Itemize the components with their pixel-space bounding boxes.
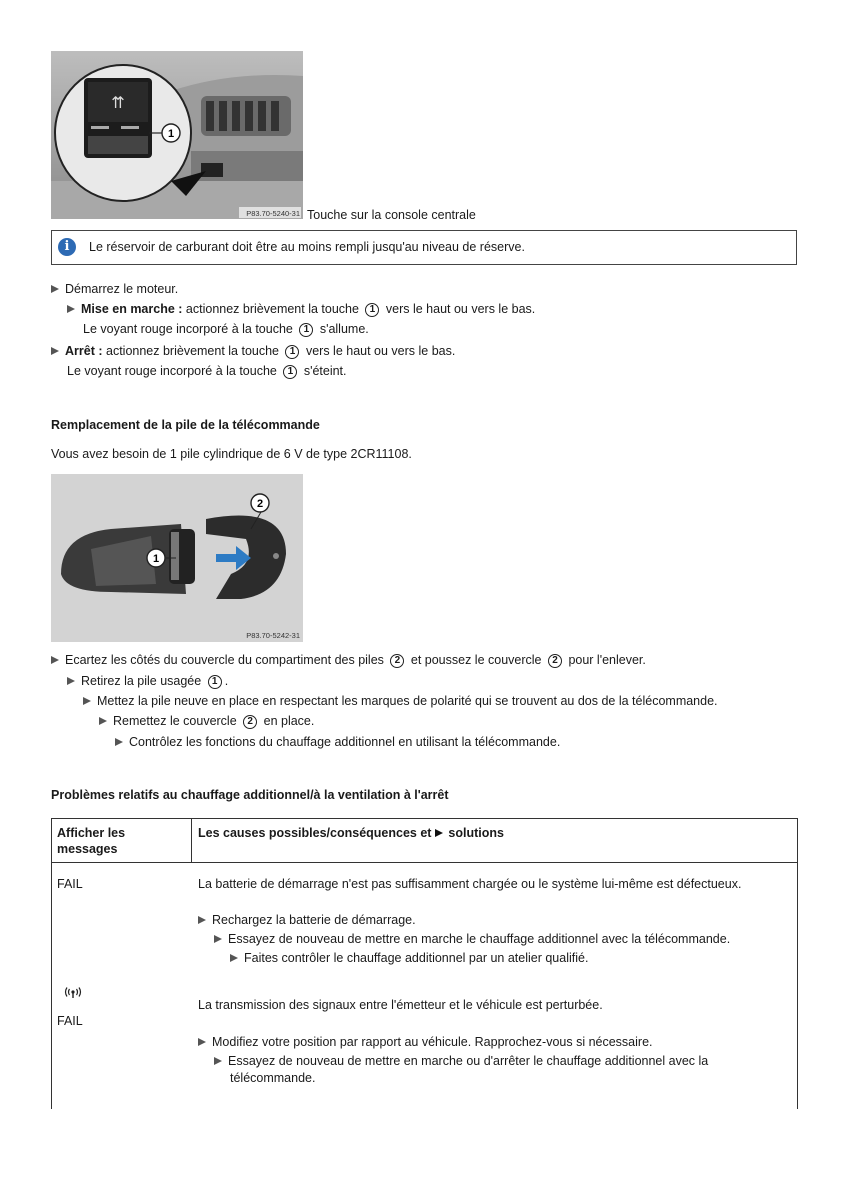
callout-1-icon: 1: [299, 323, 313, 337]
row2-solution-1: Modifiez votre position par rapport au véhicule. Rapprochez-vous si nécessaire.: [198, 1034, 653, 1050]
table-header-col1: Afficher les messages: [57, 826, 126, 856]
table-column-divider: [191, 818, 192, 862]
row1-solution-1: Rechargez la batterie de démarrage.: [198, 912, 416, 928]
callout-2-icon: 2: [243, 715, 257, 729]
arrow-icon: [198, 916, 206, 924]
step-open-cover: Ecartez les côtés du couvercle du compartiment des piles 2 et poussez le couvercle 2 pour l'enlever.: [51, 652, 646, 668]
figure2-code: P83.70-5242-31: [246, 631, 300, 640]
step-switch-off: Arrêt : actionnez brièvement la touche 1 vers le haut ou vers le bas.: [51, 343, 455, 359]
row1-solution-2: Essayez de nouveau de mettre en marche le chauffage additionnel avec la télécommande.: [214, 931, 730, 947]
svg-text:⇈: ⇈: [111, 93, 125, 112]
row2-message: FAIL: [57, 1014, 83, 1028]
arrow-icon: [230, 954, 238, 962]
callout-1-icon: 1: [283, 365, 297, 379]
arrow-icon: [435, 829, 443, 837]
battery-intro: Vous avez besoin de 1 pile cylindrique de 6 V de type 2CR11108.: [51, 447, 412, 461]
console-illustration: [51, 51, 303, 219]
battery-heading: Remplacement de la pile de la télécommande: [51, 418, 320, 432]
figure2-callout-2: 2: [256, 498, 264, 510]
callout-1-icon: 1: [285, 345, 299, 359]
figure1-code: P83.70-5240-31: [246, 209, 300, 218]
step-switch-on: Mise en marche : actionnez brièvement la touche 1 vers le haut ou vers le bas.: [67, 301, 535, 317]
figure1-callout: 1: [167, 128, 175, 140]
problems-heading: Problèmes relatifs au chauffage additionnel/à la ventilation à l'arrêt: [51, 788, 449, 802]
arrow-icon: [99, 717, 107, 725]
arrow-icon: [51, 285, 59, 293]
arrow-icon: [214, 935, 222, 943]
step-switch-off-light: Le voyant rouge incorporé à la touche 1 s'éteint.: [67, 364, 347, 378]
step-check-functions: Contrôlez les fonctions du chauffage additionnel en utilisant la télécommande.: [115, 734, 560, 750]
arrow-icon: [214, 1057, 222, 1065]
callout-1-icon: 1: [208, 675, 222, 689]
remote-photo: [51, 474, 303, 642]
arrow-icon: [51, 347, 59, 355]
arrow-icon: [51, 656, 59, 664]
arrow-icon: [115, 738, 123, 746]
figure1-caption: Touche sur la console centrale: [307, 208, 476, 222]
figure2-callout-1: 1: [152, 553, 160, 565]
signal-icon: [64, 987, 82, 1002]
arrow-icon: [83, 697, 91, 705]
console-photo: [51, 51, 303, 219]
table-header-divider: [51, 862, 797, 863]
row1-solution-3: Faites contrôler le chauffage additionnel par un atelier qualifié.: [230, 950, 588, 966]
remote-illustration: [51, 474, 303, 642]
step-start-engine: Démarrez le moteur.: [51, 281, 178, 297]
step-switch-on-light: Le voyant rouge incorporé à la touche 1 s'allume.: [83, 322, 369, 336]
callout-2-icon: 2: [548, 654, 562, 668]
step-insert-battery: Mettez la pile neuve en place en respectant les marques de polarité qui se trouvent au dos de la télécommande.: [83, 693, 718, 709]
arrow-icon: [67, 677, 75, 685]
table-header-col2: Les causes possibles/conséquences et solutions: [198, 826, 504, 840]
step-replace-cover: Remettez le couvercle 2 en place.: [99, 713, 314, 729]
row2-cause: La transmission des signaux entre l'émetteur et le véhicule est perturbée.: [198, 998, 603, 1012]
row1-cause: La batterie de démarrage n'est pas suffisamment chargée ou le système lui-même est défectueux.: [198, 877, 742, 891]
arrow-icon: [67, 305, 75, 313]
info-icon: i: [58, 238, 76, 256]
callout-2-icon: 2: [390, 654, 404, 668]
row2-solution-2-cont: télécommande.: [230, 1071, 316, 1085]
row1-message: FAIL: [57, 877, 83, 891]
row2-solution-2: Essayez de nouveau de mettre en marche ou d'arrêter le chauffage additionnel avec la: [214, 1053, 708, 1069]
arrow-icon: [198, 1038, 206, 1046]
info-text: Le réservoir de carburant doit être au moins rempli jusqu'au niveau de réserve.: [89, 240, 525, 254]
callout-1-icon: 1: [365, 303, 379, 317]
info-box: [51, 230, 797, 265]
step-remove-battery: Retirez la pile usagée 1 .: [67, 673, 228, 689]
